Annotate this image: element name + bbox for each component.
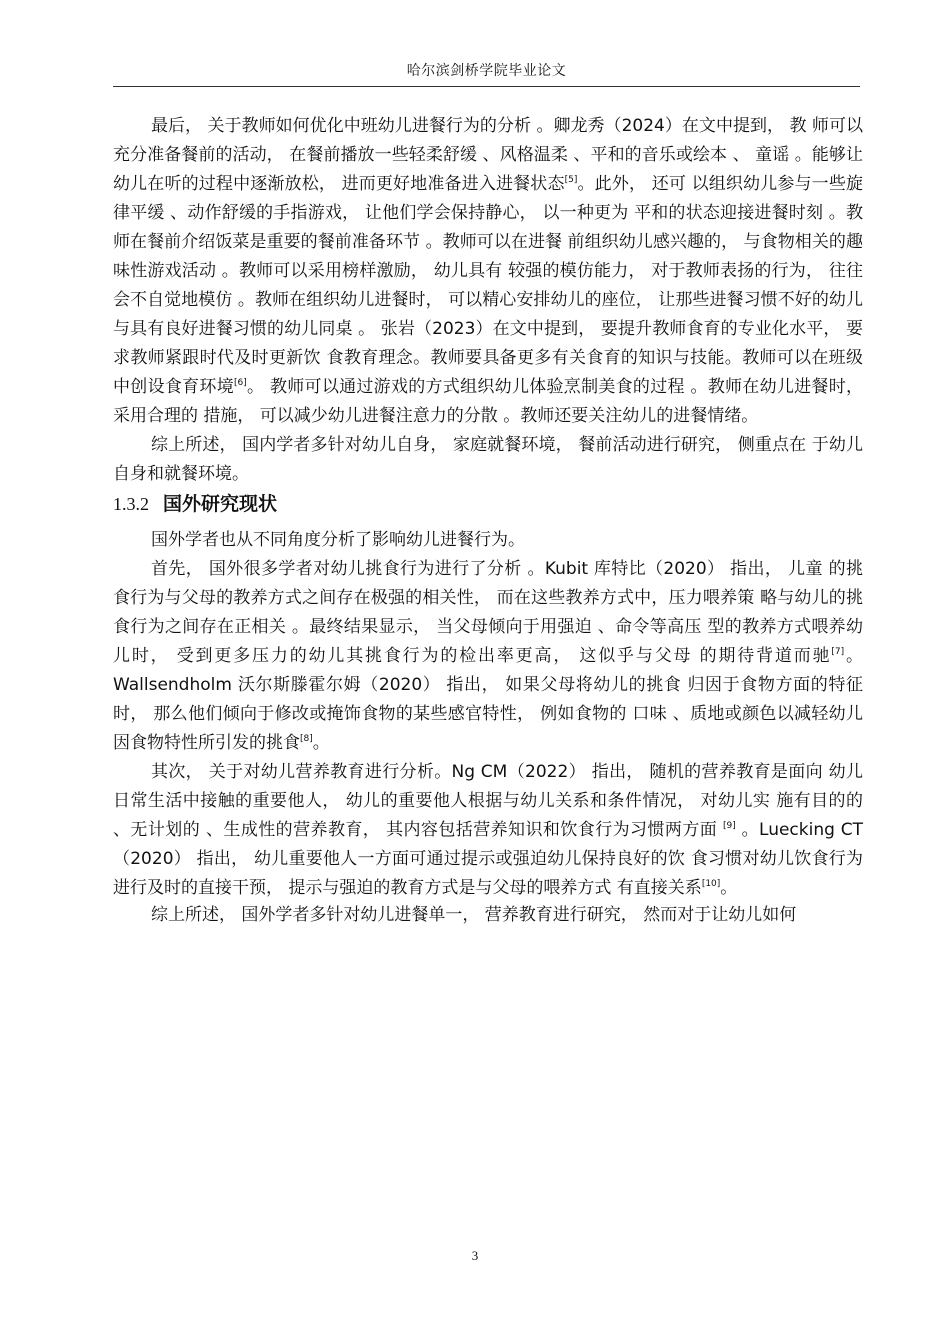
page-header: 哈尔滨剑桥学院毕业论文 bbox=[113, 60, 860, 87]
paragraph-text: 。 bbox=[312, 733, 330, 753]
document-body bbox=[113, 112, 863, 927]
paragraph-text: 。 教师可以通过游戏的方式组织幼儿体验烹制美食的过程 。教师在幼儿进餐时， 采用合理的 措施， 可以减少幼儿进餐注意力的分散 。教师还要关注幼儿的进餐情绪。 bbox=[113, 377, 863, 426]
section-title: 国外研究现状 bbox=[163, 493, 278, 515]
paragraph-text: 其次， 关于对幼儿营养教育进行分析。Ng CM（2022） 指出， 随机的营养教育是面向 幼儿日常生活中接触的重要他人， 幼儿的重要他人根据与幼儿关系和条件情况， 对幼儿实 施有目的的 、无计划的 、生成性的营养教育， 其内容包括营养知识和饮食行为习惯两方面 bbox=[113, 762, 863, 840]
paragraph-text: 。Luecking CT（2020） 指出， 幼儿重要他人一方面可通过提示或强迫幼儿保持良好的饮 食习惯对幼儿饮食行为进行及时的直接干预， 提示与强迫的教育方式是与父母的喂养方式 有直接关系 bbox=[113, 820, 863, 898]
paragraph-text: 。 bbox=[720, 878, 738, 898]
section-heading bbox=[113, 489, 863, 520]
citation: [8] bbox=[300, 734, 313, 744]
citation: [10] bbox=[701, 879, 721, 889]
page-number: 3 bbox=[471, 1248, 479, 1263]
citation: [5] bbox=[564, 175, 578, 185]
paragraph-text: 最后， 关于教师如何优化中班幼儿进餐行为的分析 。卿龙秀（2024）在文中提到， 教 师可以充分准备餐前的活动， 在餐前播放一些轻柔舒缓 、风格温柔 、平和的音乐或绘本 、 童谣 。能够让幼儿在听的过程中逐渐放松， 进而更好地准备进入进餐状态 bbox=[113, 116, 863, 194]
paragraph-picky-eating bbox=[113, 555, 863, 758]
citation: [6] bbox=[233, 378, 247, 388]
paragraph-text: 首先， 国外很多学者对幼儿挑食行为进行了分析 。Kubit 库特比（2020） 指出， 儿童 的挑食行为与父母的教养方式之间存在极强的相关性， 而在这些教养方式中，压力喂养策 略与幼儿的挑食行为之间存在正相关 。最终结果显示， 当父母倾向于用强迫 、命令等高压 型的教养方式喂养幼儿时， 受到更多压力的幼儿其挑食行为的检出率更高， 这似乎与父母 的期待背道而驰 bbox=[113, 559, 863, 666]
paragraph-domestic-summary: 综上所述， 国内学者多针对幼儿自身， 家庭就餐环境， 餐前活动进行研究， 侧重点在 于幼儿自身和就餐环境。 bbox=[113, 435, 863, 484]
citation: [9] bbox=[723, 821, 736, 831]
section-number: 1.3.2 bbox=[113, 494, 149, 514]
paragraph-foreign-summary: 综上所述， 国外学者多针对幼儿进餐单一， 营养教育进行研究， 然而对于让幼儿如何 bbox=[151, 905, 797, 925]
paragraph-text: 。此外， 还可 以组织幼儿参与一些旋律平缓 、动作舒缓的手指游戏， 让他们学会保持静心， 以一种更为 平和的状态迎接进餐时刻 。教师在餐前介绍饭菜是重要的餐前准备环节 。教师可以在进餐 前组织幼儿感兴趣的， 与食物相关的趣味性游戏活动 。教师可以采用榜样激励， 幼儿具有 较强的模仿能力， 对于教师表扬的行为， 往往会不自觉地模仿 。教师在组织幼儿进餐时， 可以精心安排幼儿的座位， 让那些进餐习惯不好的幼儿与具有良好进餐习惯的幼儿同桌 。 张岩（2023）在文中提到， 要提升教师食育的专业化水平， 要求教师紧跟时代及时更新饮 食教育理念。教师要具备更多有关食育的知识与技能。教师可以在班级中创设食育环境 bbox=[113, 174, 863, 397]
paragraph-nutrition-education bbox=[113, 758, 863, 903]
citation: [7] bbox=[831, 647, 845, 657]
paragraph-text: 。Wallsendholm 沃尔斯滕霍尔姆（2020） 指出， 如果父母将幼儿的挑食 归因于食物方面的特征时， 那么他们倾向于修改或掩饰食物的某些感官特性， 例如食物的 口味 、质地或颜色以减轻幼儿因食物特性所引发的挑食 bbox=[113, 646, 864, 753]
paragraph-foreign-intro: 国外学者也从不同角度分析了影响幼儿进餐行为。 bbox=[151, 530, 525, 550]
paragraph-teacher-optimization bbox=[113, 112, 863, 431]
